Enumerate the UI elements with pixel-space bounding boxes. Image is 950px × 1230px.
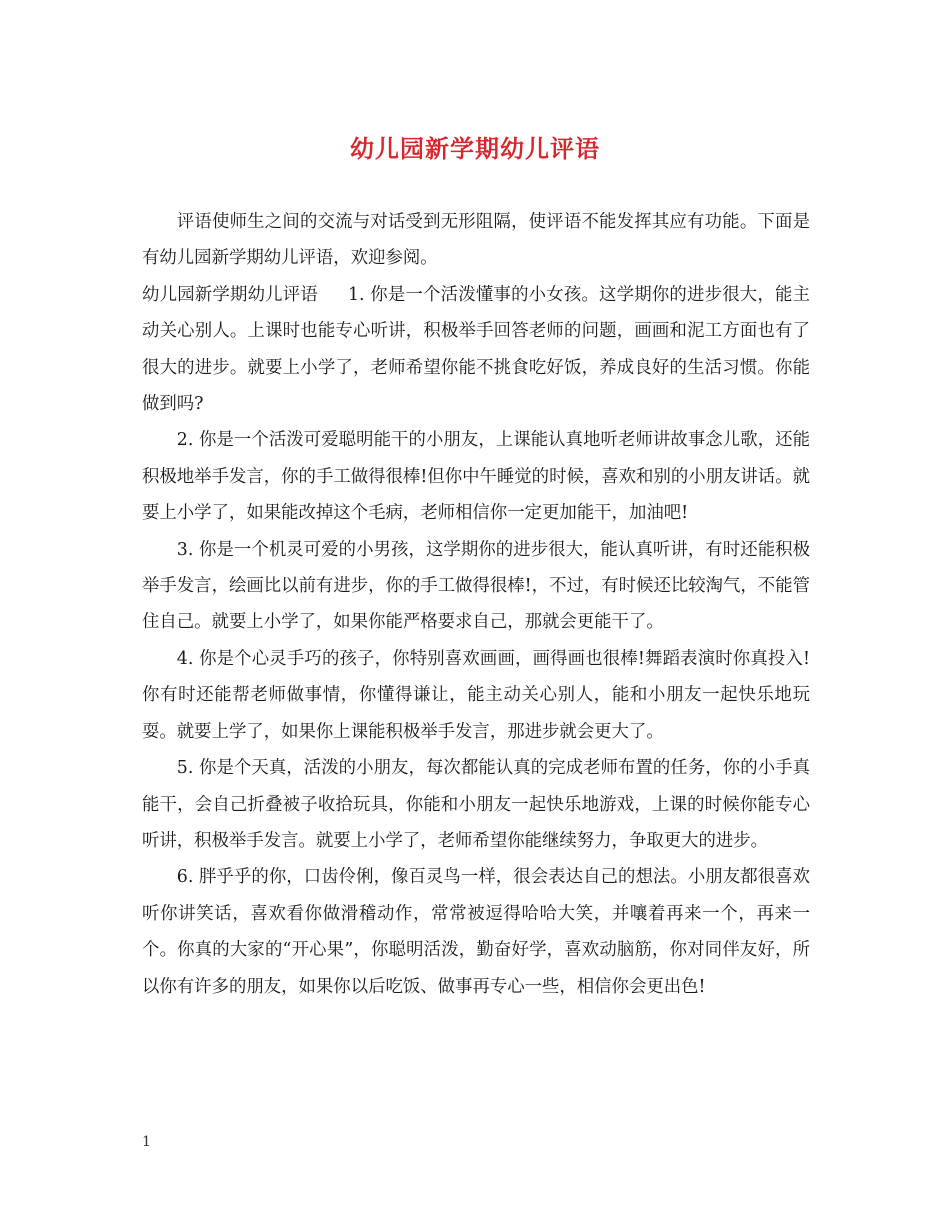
paragraph-item-1: [142, 277, 810, 423]
document-body: [142, 204, 810, 1005]
paragraph-item-2: 2. 你是一个活泼可爱聪明能干的小朋友，上课能认真地听老师讲故事念儿歌，还能积极地举手发言，你的手工做得很棒!但你中午睡觉的时候，喜欢和别的小朋友讲话。就要上小学了，如果能改掉这个毛病，老师相信你一定更加能干，加油吧!: [142, 430, 810, 524]
paragraph-item-5: 5. 你是个天真，活泼的小朋友，每次都能认真的完成老师布置的任务，你的小手真能干，会自己折叠被子收拾玩具，你能和小朋友一起快乐地游戏，上课的时候你能专心听讲，积极举手发言。就要上小学了，老师希望你能继续努力，争取更大的进步。: [142, 758, 810, 851]
paragraph-item-4: 4. 你是个心灵手巧的孩子，你特别喜欢画画，画得画也很棒!舞蹈表演时你真投入!你有时还能帮老师做事情，你懂得谦让，能主动关心别人，能和小朋友一起快乐地玩耍。就要上学了，如果你上课能积极举手发言，那进步就会更大了。: [142, 648, 810, 742]
item-1-text: 1. 你是一个活泼懂事的小女孩。这学期你的进步很大，能主动关心别人。上课时也能专心听讲，积极举手回答老师的问题，画画和泥工方面也有了很大的进步。就要上小学了，老师希望你能不挑食吃好饭，养成良好的生活习惯。你能做到吗?: [142, 284, 810, 415]
page-title: 幼儿园新学期幼儿评语: [350, 134, 600, 163]
page-number: 1: [142, 1134, 151, 1150]
paragraph-item-3: 3. 你是一个机灵可爱的小男孩，这学期你的进步很大，能认真听讲，有时还能积极举手发言，绘画比以前有进步，你的手工做得很棒!，不过，有时候还比较淘气，不能管住自己。就要上小学了，如果你能严格要求自己，那就会更能干了。: [142, 539, 810, 633]
intro-paragraph: 评语使师生之间的交流与对话受到无形阻隔，使评语不能发挥其应有功能。下面是有幼儿园新学期幼儿评语，欢迎参阅。: [142, 212, 810, 269]
sub-heading: 幼儿园新学期幼儿评语: [142, 284, 318, 305]
paragraph-item-6: 6. 胖乎乎的你，口齿伶俐，像百灵鸟一样，很会表达自己的想法。小朋友都很喜欢听你讲笑话，喜欢看你做滑稽动作，常常被逗得哈哈大笑，并嚷着再来一个，再来一个。你真的大家的“开心果”，你聪明活泼，勤奋好学，喜欢动脑筋，你对同伴友好，所以你有许多的朋友，如果你以后吃饭、做事再专心一些，相信你会更出色!: [142, 867, 810, 997]
